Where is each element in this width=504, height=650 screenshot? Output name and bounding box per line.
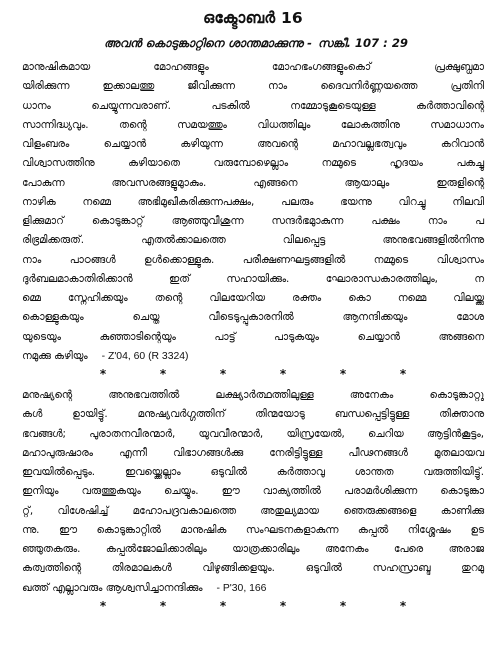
text-line-content: പോകുന്ന അവസരങ്ങളുമുാകും. എങ്ങനെ ആയാലും ഇരുളിന്റെ <box>22 176 484 189</box>
text-line-content: രിഭ്രമിക്കരുത്. എതൽക്കാലത്തെ വിലപ്പെട്ട അനുഭവങ്ങളിൽനിന്നു <box>22 234 484 247</box>
text-line-content: കത്വത്തിന്റെ തിരമാലകൾ വിഴുങ്ങിക്കളയും. ഒടുവിൽ സഹസ്രാബ്ദ തുറമു <box>22 562 484 575</box>
text-line <box>22 347 484 366</box>
verse-heading-text: അവൻ കൊടുങ്കാറ്റിനെ ശാന്തമാക്കുന്നു - <box>104 36 312 50</box>
divider-star: * <box>159 598 167 613</box>
divider-star: * <box>219 367 227 381</box>
text-line <box>22 328 484 347</box>
text-line-content: മ്മെ സ്നേഹിക്കയും തന്റെ വിലയേറിയ രക്തം കൊ നമ്മെ വിലയ്ക്കു <box>22 292 484 304</box>
text-line-content: ധാനം ചെയ്യുന്നവരാണ്. പടകിൽ നമ്മോടുകൂടെയുള്ള കർത്താവിന്റെ <box>22 99 484 112</box>
divider-2 <box>22 598 484 614</box>
verse-heading <box>28 34 484 52</box>
text-line-content: നമുക്കു കഴിയും <box>22 349 88 362</box>
text-line-content: യിരിക്കുന്ന ഇക്കാലത്തു ജീവിക്കുന്ന നാം ദൈവനിർണ്ണയത്തെ പ്രതിനി <box>22 80 484 93</box>
divider-1 <box>22 366 484 382</box>
text-line-content: ളിക്കുമാറ് കൊടുങ്കാറ്റ് ആഞ്ഞുവീശുന്ന സന്ദർഭമുാകുന്ന പക്ഷം നാം പ <box>22 215 484 227</box>
divider-star: * <box>339 367 347 381</box>
text-line <box>22 231 484 250</box>
text-line-content: സാന്നിദ്ധ്യവും. തന്റെ സമയത്തും വിധത്തിലും ലോകത്തിനു സമാധാനം <box>22 118 484 131</box>
paragraph-1 <box>22 58 484 366</box>
text-line-content: മനുഷ്യന്റെ അനുഭവത്തിൽ ലക്ഷ്യാർത്ഥത്തിലുള്ള അനേകം കൊടുങ്കാറ്റു <box>22 389 484 401</box>
text-line <box>22 540 484 559</box>
text-line <box>22 425 484 444</box>
text-line-content: വിളംബരം ചെയ്യാൻ കഴിയുന്ന അവന്റെ മഹാവല്ലഭത്വവും കറിവാൻ <box>22 138 484 150</box>
text-line-content: മഹാപുരുഷാരം എന്നീ വിഭാഗങ്ങൾക്കു നേരിട്ടിട്ടുള്ള പീഢനങ്ങൾ മുതലായവ <box>22 446 484 459</box>
text-line-content: ഇനിയും വരുത്തുകയും ചെയ്യും. ഈ വാക്യത്തിൽ പരാമർശിക്കുന്ന കൊടുങ്കാ <box>22 485 484 498</box>
text-line <box>22 116 484 135</box>
text-line-content: യുടെയും കുഞ്ഞാടിന്റെയും പാട്ട് പാടുകയും ചെയ്യാൻ അങ്ങനെ <box>22 330 484 343</box>
divider-star: * <box>99 367 107 381</box>
text-line-content: മാനുഷികമായ മോഹങ്ങളും മോഹഭംഗങ്ങളുംകൊ് പ്രക്ഷുബ്ധമാ <box>22 61 484 73</box>
divider-star: * <box>99 598 107 613</box>
citation: - Z'04, 60 (R 3324) <box>101 350 189 362</box>
text-line <box>22 521 484 540</box>
text-line-content: വിശ്വാസത്തിനു കഴിയാതെ വരുമ്പോഴെല്ലാം നമ്മുടെ ഹൃദയം പകച്ചു <box>22 157 484 170</box>
text-line <box>22 58 484 77</box>
divider-star: * <box>279 598 287 613</box>
text-line-content: ഭവങ്ങൾ; പുരാതനവീരന്മാർ, യുവവീരന്മാർ, യിസ്രയേൽ, ചെറിയ ആട്ടിൻകൂട്ടം, <box>22 427 484 440</box>
paragraph-2 <box>22 386 484 598</box>
text-line <box>22 579 484 598</box>
text-line <box>22 444 484 463</box>
text-line <box>22 463 484 482</box>
divider-star: * <box>339 598 347 613</box>
text-line <box>22 174 484 193</box>
text-line <box>22 212 484 231</box>
text-line <box>22 502 484 521</box>
text-line <box>22 405 484 424</box>
divider-star: * <box>219 598 227 613</box>
text-line-content: ദുർബലമാകാതിരിക്കാൻ ഇത് സഹായിക്കും. ഘോരാന്ധകാരത്തിലും, ന <box>22 272 484 285</box>
text-line <box>22 154 484 173</box>
text-line-content: ഖത്ത് എല്ലാവരും ആശ്വസിച്ചാനന്ദിക്കും <box>22 581 203 594</box>
text-line <box>22 386 484 405</box>
text-line-content: നാഴിക നമ്മെ അഭിമുഖീകരിക്കുന്നപക്ഷം, പലരും ഭയന്നു വിറച്ചു നിലവി <box>22 195 484 208</box>
text-line-content: കൾ ഉായിട്ടു്. മനുഷ്യവർഗ്ഗത്തിന് തിന്മയോടു ബന്ധപ്പെട്ടിട്ടുള്ള തിക്താനു <box>22 408 484 421</box>
text-line <box>22 77 484 96</box>
text-line <box>22 482 484 501</box>
text-line-content: കൊള്ളുകയും ചെയ്ത വീടെടുപ്പുകാരനിൽ ആനന്ദിക്കയും മോശ <box>22 311 484 324</box>
text-line-content: ഞ്ഞുതകരും. കപ്പൽജോലിക്കാരിലും യാത്രക്കാരിലും അനേകം പേരെ അരാജ <box>22 543 484 555</box>
page-title: ഒക്ടോബർ 16 <box>203 9 303 27</box>
text-line <box>22 251 484 270</box>
text-line <box>22 97 484 116</box>
divider-star: * <box>279 367 287 381</box>
divider-star: * <box>399 367 407 381</box>
verse-reference: സങ്കീ. 107 : 29 <box>318 36 408 50</box>
text-line <box>22 135 484 154</box>
text-line-content: നാം പാഠങ്ങൾ ഉൾക്കൊള്ളുക. പരീക്ഷണഘട്ടങ്ങളിൽ നമ്മുടെ വിശ്വാസം <box>22 253 484 266</box>
text-line-content: ന്നു. ഈ കൊടുങ്കാറ്റിൽ മാനുഷിക സംഘടനകളാകുന്ന കപ്പൽ നിശ്ശേഷം ഉട <box>22 523 484 536</box>
divider-star: * <box>159 367 167 381</box>
text-line <box>22 289 484 308</box>
text-line-content: റ്റ്, വിശേഷിച്ച് മഹോപദ്രവകാലത്തെ അതുല്യമായ ഞെരുക്കങ്ങളെ കാണിക്കു <box>22 504 484 517</box>
text-line-content: ഇവയിൽപ്പെടും. ഇവയ്ക്കെല്ലാം ഒടുവിൽ കർത്താവു ശാന്തത വരുത്തിയിട്ടു്. <box>22 466 484 478</box>
citation: - P'30, 166 <box>216 582 267 594</box>
text-line <box>22 308 484 327</box>
text-line <box>22 193 484 212</box>
text-line <box>22 270 484 289</box>
text-line <box>22 559 484 578</box>
divider-star: * <box>399 598 407 613</box>
